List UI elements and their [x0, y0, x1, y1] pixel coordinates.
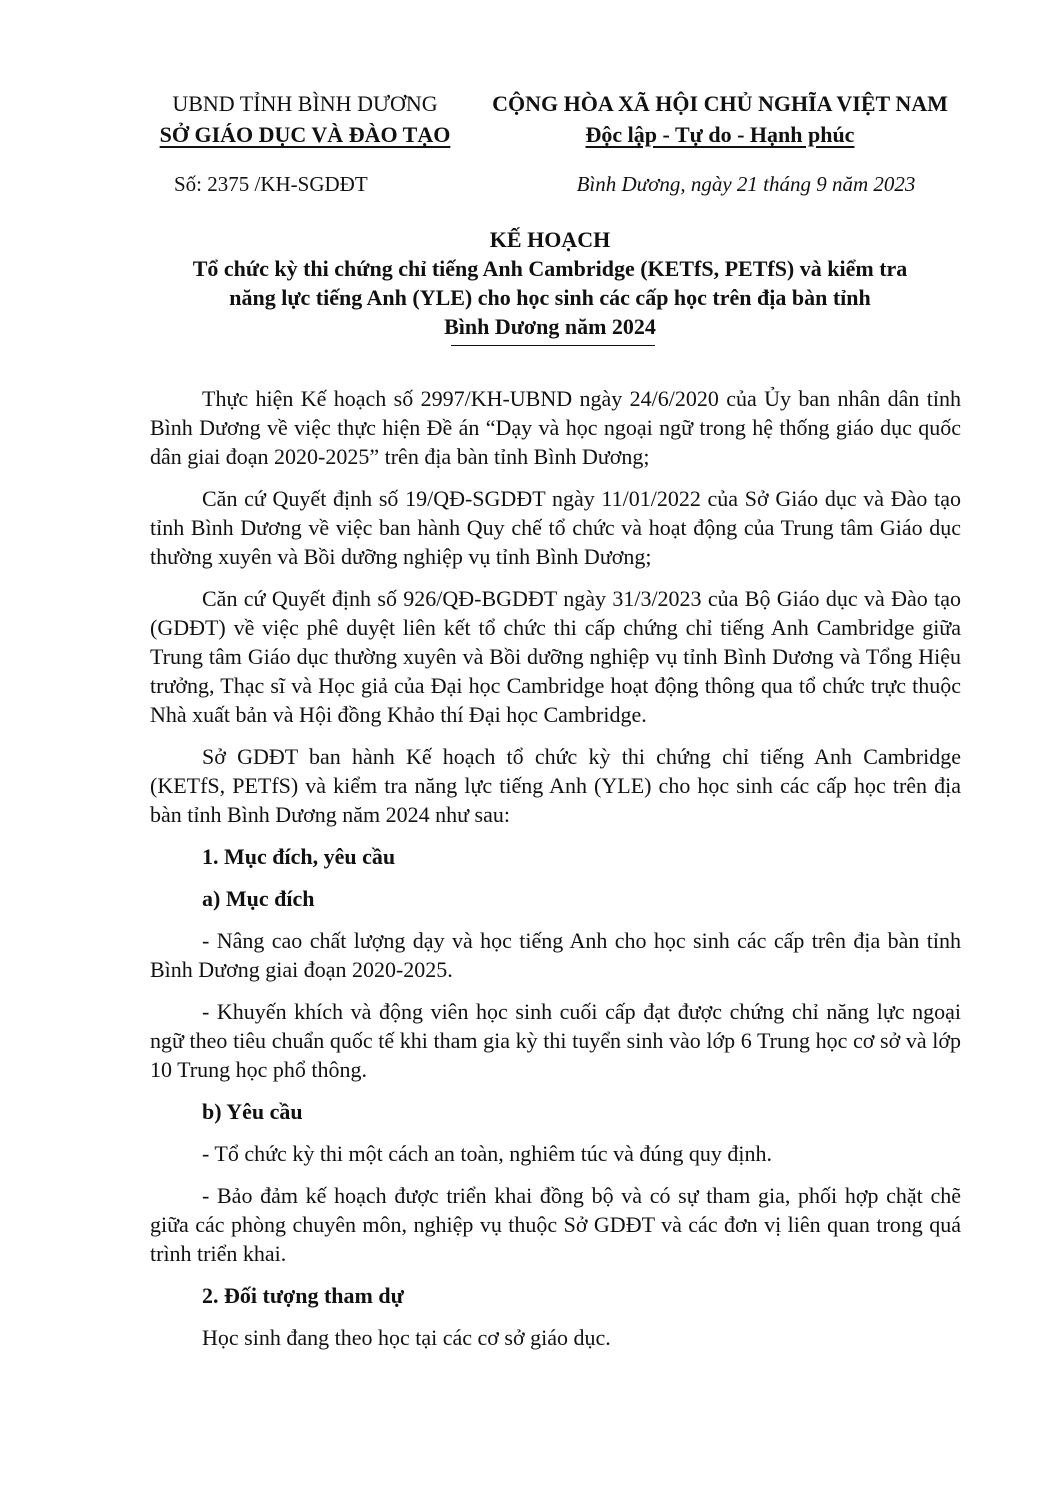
paragraph: - Khuyến khích và động viên học sinh cuối cấp đạt được chứng chỉ năng lực ngoại ngữ theo tiêu chuẩn quốc tế khi tham gia kỳ thi tuyển sinh vào lớp 6 Trung học cơ sở và lớp 10 Trung học phổ thông. [150, 999, 961, 1082]
issuer-block [140, 88, 470, 150]
place-and-date: Bình Dương, ngày 21 tháng 9 năm 2023 [576, 172, 916, 196]
paragraph: Căn cứ Quyết định số 19/QĐ-SGDĐT ngày 11/01/2022 của Sở Giáo dục và Đào tạo tỉnh Bình Dương về việc ban hành Quy chế tổ chức và hoạt động của Trung tâm Giáo dục thường xuyên và Bồi dưỡng nghiệp vụ tỉnh Bình Dương; [150, 486, 961, 569]
document-number [174, 172, 368, 197]
title-divider [451, 345, 655, 346]
paragraph: Căn cứ Quyết định số 926/QĐ-BGDĐT ngày 31/3/2023 của Bộ Giáo dục và Đào tạo (GDĐT) về việc phê duyệt liên kết tổ chức thi cấp chứng chỉ tiếng Anh Cambridge giữa Trung tâm Giáo dục thường xuyên và Bồi dưỡng nghiệp vụ tỉnh Bình Dương và Tổng Hiệu trưởng, Thạc sĩ và Học giả của Đại học Cambridge hoạt động thông qua tổ chức trực thuộc Nhà xuất bản và Hội đồng Khảo thí Đại học Cambridge. [150, 586, 961, 727]
title-type: KẾ HOẠCH [489, 227, 611, 252]
paragraph: - Nâng cao chất lượng dạy và học tiếng Anh cho học sinh các cấp trên địa bàn tỉnh Bình Dương giai đoạn 2020-2025. [150, 928, 961, 982]
issuer-parent-org: UBND TỈNH BÌNH DƯƠNG [172, 91, 438, 116]
paragraph: Thực hiện Kế hoạch số 2997/KH-UBND ngày 24/6/2020 của Ủy ban nhân dân tỉnh Bình Dương về việc thực hiện Đề án “Dạy và học ngoại ngữ trong hệ thống giáo dục quốc dân giai đoạn 2020-2025” trên địa bàn tỉnh Bình Dương; [150, 386, 961, 469]
paragraph: Sở GDĐT ban hành Kế hoạch tổ chức kỳ thi chứng chỉ tiếng Anh Cambridge (KETfS, PETfS) và kiểm tra năng lực tiếng Anh (YLE) cho học sinh các cấp học trên địa bàn tỉnh Bình Dương năm 2024 như sau: [150, 744, 961, 827]
national-motto-block [470, 88, 970, 150]
document-title [100, 225, 1000, 341]
section-heading: 2. Đối tượng tham dự [202, 1283, 404, 1308]
paragraph: - Bảo đảm kế hoạch được triển khai đồng bộ và có sự tham gia, phối hợp chặt chẽ giữa các phòng chuyên môn, nghiệp vụ thuộc Sở GDĐT và các đơn vị liên quan trong quá trình triển khai. [150, 1183, 961, 1266]
issuer-department: SỞ GIÁO DỤC VÀ ĐÀO TẠO [159, 122, 451, 147]
section-heading: 1. Mục đích, yêu cầu [202, 844, 396, 869]
paragraph: Học sinh đang theo học tại các cơ sở giáo dục. [202, 1325, 611, 1350]
document-number-label: Số: 2375 [174, 172, 250, 196]
title-line: năng lực tiếng Anh (YLE) cho học sinh các cấp học trên địa bàn tỉnh [229, 285, 871, 310]
document-number-suffix: /KH-SGDĐT [254, 172, 368, 196]
document-body [150, 384, 961, 1365]
title-line: Bình Dương năm 2024 [444, 314, 656, 339]
subsection-heading: a) Mục đích [202, 886, 315, 911]
title-line: Tổ chức kỳ thi chứng chỉ tiếng Anh Cambridge (KETfS, PETfS) và kiểm tra [192, 256, 908, 281]
national-title: CỘNG HÒA XÃ HỘI CHỦ NGHĨA VIỆT NAM [492, 91, 948, 116]
national-motto: Độc lập - Tự do - Hạnh phúc [585, 122, 855, 147]
paragraph: - Tổ chức kỳ thi một cách an toàn, nghiêm túc và đúng quy định. [202, 1141, 772, 1166]
subsection-heading: b) Yêu cầu [202, 1099, 303, 1124]
